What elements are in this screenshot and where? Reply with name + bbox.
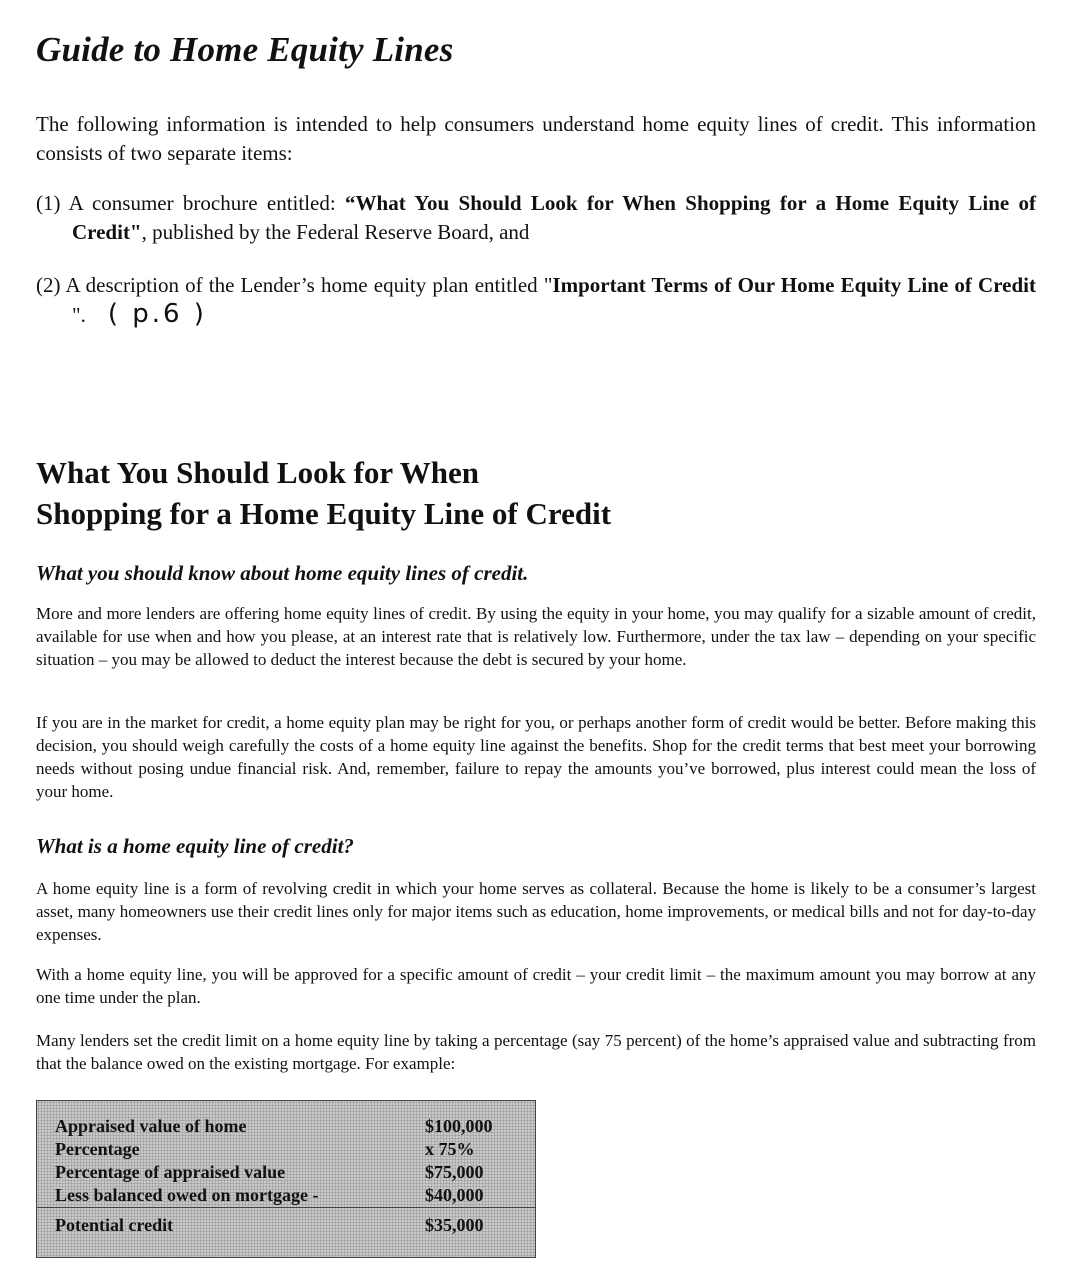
list-item-text: A consumer brochure entitled: bbox=[68, 191, 346, 215]
handwritten-page-note: ( p.6 ) bbox=[107, 299, 207, 329]
list-item-text-end: , published by the Federal Reserve Board, and bbox=[141, 220, 530, 244]
table-row bbox=[55, 1138, 515, 1161]
list-item-text: A description of the Lender’s home equity plan entitled " bbox=[65, 273, 553, 297]
row-label: Percentage bbox=[55, 1139, 140, 1159]
row-value: x 75% bbox=[425, 1139, 475, 1159]
row-label: Less balanced owed on mortgage - bbox=[55, 1185, 319, 1205]
total-label: Potential credit bbox=[55, 1215, 174, 1235]
table-row bbox=[55, 1115, 515, 1138]
row-value: $100,000 bbox=[425, 1116, 493, 1136]
list-item-brochure bbox=[36, 189, 1036, 247]
credit-example-table bbox=[36, 1100, 536, 1258]
section-heading-what-to-know: What you should know about home equity lines of credit. bbox=[36, 561, 529, 585]
list-item-number: (2) bbox=[36, 273, 61, 297]
list-item-text-end: ". bbox=[72, 303, 86, 327]
example-rows bbox=[55, 1115, 515, 1207]
brochure-title-line-1: What You Should Look for When bbox=[36, 455, 480, 490]
list-item-terms bbox=[36, 271, 1036, 330]
document-title: Guide to Home Equity Lines bbox=[36, 30, 454, 69]
list-item-number: (1) bbox=[36, 191, 61, 215]
section-heading-what-is-heloc: What is a home equity line of credit? bbox=[36, 834, 354, 858]
row-value: $40,000 bbox=[425, 1185, 484, 1205]
list-item-bold-title: Important Terms of Our Home Equity Line of Credit bbox=[552, 273, 1036, 297]
body-paragraph: Many lenders set the credit limit on a home equity line by taking a percentage (say 75 percent) of the home’s appraised value and subtracting from that the balance owed on the existing mortgage. For example: bbox=[36, 1031, 1036, 1073]
brochure-title bbox=[36, 452, 796, 534]
row-label: Appraised value of home bbox=[55, 1116, 247, 1136]
body-paragraph: A home equity line is a form of revolving credit in which your home serves as collateral. Because the home is likely to be a consumer’s largest asset, many homeowners use their credit lines only for major items such as education, home improvements, or medical bills and not for day-to-day expenses. bbox=[36, 879, 1036, 944]
body-paragraph: If you are in the market for credit, a home equity plan may be right for you, or perhaps another form of credit would be better. Before making this decision, you should weigh carefully the costs of a home equity line against the benefits. Shop for the credit terms that best meet your borrowing needs without posing undue financial risk. And, remember, failure to repay the amounts you’ve borrowed, plus interest could mean the loss of your home. bbox=[36, 713, 1036, 801]
table-divider bbox=[37, 1207, 535, 1208]
total-value: $35,000 bbox=[425, 1215, 484, 1235]
row-label: Percentage of appraised value bbox=[55, 1162, 286, 1182]
body-paragraph: With a home equity line, you will be approved for a specific amount of credit – your credit limit – the maximum amount you may borrow at any one time under the plan. bbox=[36, 965, 1036, 1007]
list-item-bold-title: “What You Should Look for When Shopping for a Home Equity Line of Credit" bbox=[72, 191, 1036, 244]
table-total-row bbox=[55, 1213, 515, 1237]
table-row bbox=[55, 1184, 515, 1207]
brochure-title-line-2: Shopping for a Home Equity Line of Credit bbox=[36, 496, 612, 531]
intro-paragraph: The following information is intended to help consumers understand home equity lines of credit. This information consists of two separate items: bbox=[36, 112, 1036, 165]
body-paragraph: More and more lenders are offering home equity lines of credit. By using the equity in your home, you may qualify for a sizable amount of credit, available for use when and how you please, at an interest rate that is relatively low. Furthermore, under the tax law – depending on your specific situation – you may be allowed to deduct the interest because the debt is secured by your home. bbox=[36, 604, 1036, 669]
table-row bbox=[55, 1161, 515, 1184]
row-value: $75,000 bbox=[425, 1162, 484, 1182]
